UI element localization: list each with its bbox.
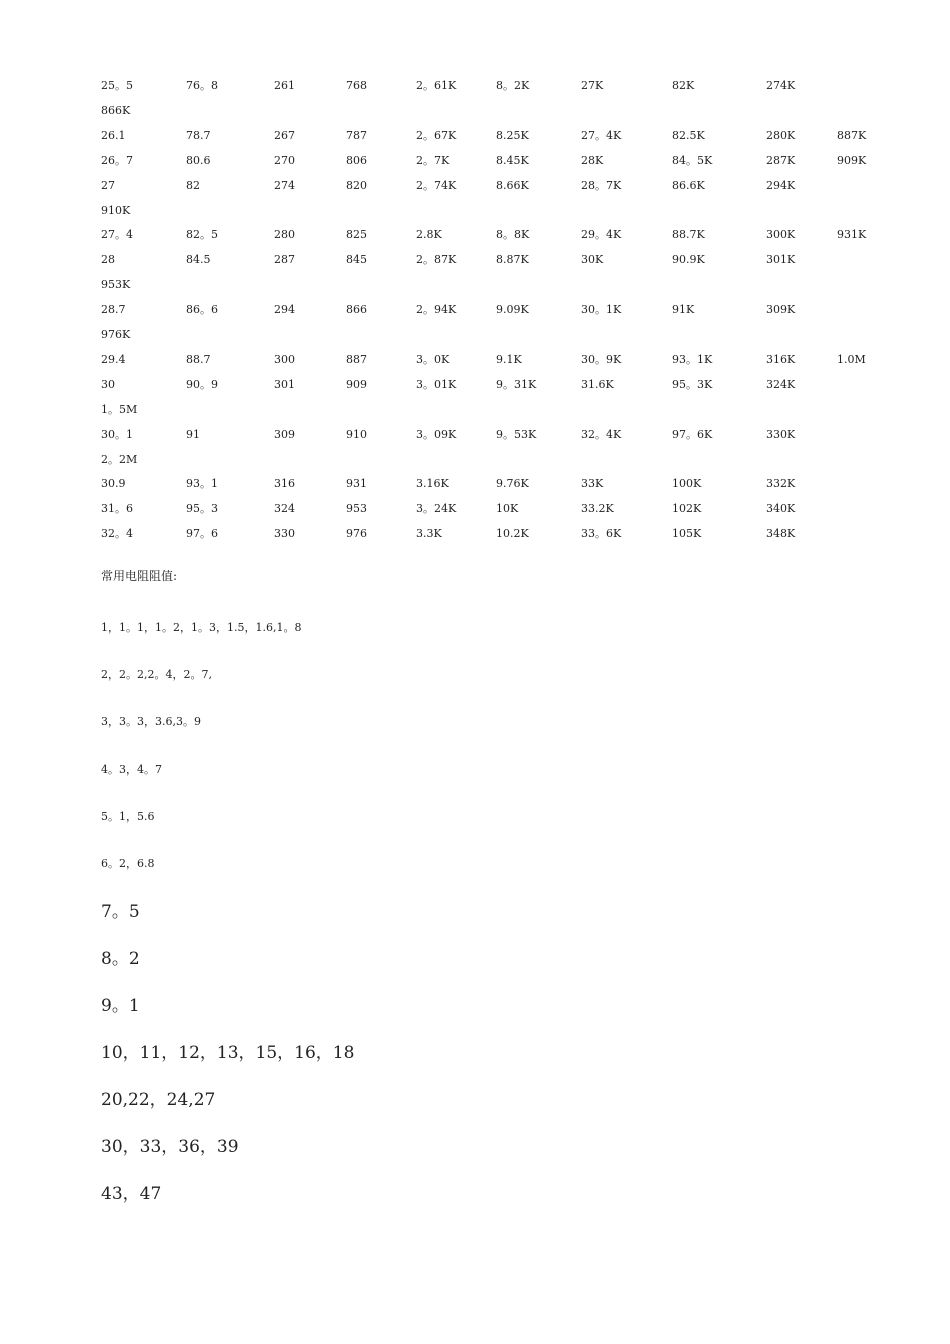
table-cell: 82 [186,178,200,192]
table-cell: 3。0K [416,352,450,366]
table-cell: 1。5M [101,402,138,416]
table-cell: 1.0M [837,352,866,366]
value-line: 3，3。3，3.6,3。9 [101,715,201,728]
value-line: 20,22，24,27 [101,1090,216,1110]
table-row [0,278,950,298]
table-cell: 309 [274,427,295,441]
table-cell: 330K [766,427,796,441]
table-cell: 887K [837,128,867,142]
value-line: 4。3，4。7 [101,763,162,776]
table-row [0,477,950,497]
value-line: 10，11，12，13，15，16，18 [101,1043,355,1063]
table-cell: 768 [346,79,367,92]
table-cell: 88.7 [186,352,211,366]
table-cell: 76。8 [186,79,218,92]
table-cell: 9.76K [496,477,529,491]
value-line: 1，1。1，1。2，1。3，1.5，1.6,1。8 [101,621,302,634]
table-cell: 280 [274,228,295,242]
table-cell: 3.16K [416,477,449,491]
table-cell: 953K [101,278,131,292]
table-cell: 30。9K [581,352,622,366]
table-cell: 270 [274,153,295,167]
table-cell: 2.8K [416,228,442,242]
table-row [0,253,950,273]
table-cell: 33。6K [581,527,622,541]
table-cell: 316K [766,352,796,366]
table-cell: 910 [346,427,367,441]
table-cell: 102K [672,502,702,516]
table-cell: 3。24K [416,502,457,516]
value-line: 43，47 [101,1184,162,1204]
table-cell: 2。61K [416,79,457,92]
table-cell: 10.2K [496,527,529,541]
table-cell: 309K [766,303,796,317]
table-cell: 28K [581,153,604,167]
table-cell: 95。3 [186,502,218,516]
table-cell: 33.2K [581,502,614,516]
table-cell: 267 [274,128,295,142]
table-cell: 29.4 [101,352,126,366]
value-line: 6。2，6.8 [101,857,155,870]
table-cell: 825 [346,228,367,242]
table-cell: 301 [274,377,295,391]
table-cell: 27。4 [101,228,133,242]
table-cell: 3。01K [416,377,457,391]
table-cell: 931 [346,477,367,491]
table-cell: 84.5 [186,253,211,267]
table-cell: 910K [101,203,131,217]
table-cell: 294 [274,303,295,317]
table-cell: 30.9 [101,477,126,491]
table-cell: 25。5 [101,79,133,92]
table-cell: 8.66K [496,178,529,192]
table-cell: 26。7 [101,153,133,167]
table-cell: 28。7K [581,178,622,192]
table-cell: 8。2K [496,79,530,92]
table-cell: 9.09K [496,303,529,317]
table-cell: 316 [274,477,295,491]
table-cell: 8.25K [496,128,529,142]
table-cell: 28.7 [101,303,126,317]
table-cell: 324 [274,502,295,516]
table-row [0,154,950,174]
table-cell: 340K [766,502,796,516]
table-cell: 845 [346,253,367,267]
table-cell: 105K [672,527,702,541]
table-cell: 97。6K [672,427,713,441]
value-line: 7。5 [101,902,140,922]
value-line: 30，33，36，39 [101,1137,239,1157]
table-cell: 9.1K [496,352,522,366]
table-cell: 332K [766,477,796,491]
table-cell: 90。9 [186,377,218,391]
table-row [0,328,950,348]
table-cell: 27。4K [581,128,622,142]
table-cell: 78.7 [186,128,211,142]
table-cell: 84。5K [672,153,713,167]
table-cell: 866K [101,103,131,117]
table-cell: 294K [766,178,796,192]
table-cell: 931K [837,228,867,242]
table-cell: 287K [766,153,796,167]
table-row [0,129,950,149]
table-cell: 9。53K [496,427,537,441]
table-cell: 100K [672,477,702,491]
table-cell: 33K [581,477,604,491]
table-cell: 301K [766,253,796,267]
table-cell: 909 [346,377,367,391]
table-cell: 10K [496,502,519,516]
table-cell: 2。2M [101,452,138,466]
table-cell: 2。74K [416,178,457,192]
table-cell: 300K [766,228,796,242]
table-cell: 3。09K [416,427,457,441]
table-cell: 348K [766,527,796,541]
value-line: 2，2。2,2。4，2。7, [101,668,212,681]
table-cell: 8.87K [496,253,529,267]
table-cell: 82。5 [186,228,218,242]
table-cell: 97。6 [186,527,218,541]
table-row [0,403,950,423]
table-cell: 86。6 [186,303,218,317]
table-cell: 29。4K [581,228,622,242]
table-row [0,228,950,248]
table-cell: 30。1 [101,427,133,441]
table-cell: 93。1 [186,477,218,491]
table-cell: 274K [766,79,796,92]
table-row [0,104,950,124]
table-cell: 86.6K [672,178,705,192]
value-line: 8。2 [101,949,140,969]
section-heading: 常用电阻阻值: [101,569,178,583]
table-row [0,428,950,448]
table-row [0,353,950,373]
table-cell: 976K [101,328,131,341]
table-cell: 27 [101,178,115,192]
value-line: 9。1 [101,996,140,1016]
table-cell: 8.45K [496,153,529,167]
table-cell: 2。87K [416,253,457,267]
table-row [0,502,950,522]
table-cell: 9。31K [496,377,537,391]
table-cell: 80.6 [186,153,211,167]
table-cell: 866 [346,303,367,317]
table-row [0,303,950,323]
value-line: 5。1，5.6 [101,810,155,823]
table-cell: 787 [346,128,367,142]
table-cell: 31。6 [101,502,133,516]
table-cell: 287 [274,253,295,267]
table-row [0,79,950,99]
table-cell: 274 [274,178,295,192]
table-cell: 280K [766,128,796,142]
table-cell: 3.3K [416,527,442,541]
table-cell: 2。7K [416,153,450,167]
table-row [0,179,950,199]
table-cell: 28 [101,253,115,267]
table-cell: 8。8K [496,228,530,242]
table-cell: 93。1K [672,352,713,366]
table-cell: 91 [186,427,200,441]
table-cell: 26.1 [101,128,126,142]
table-cell: 976 [346,527,367,541]
table-cell: 31.6K [581,377,614,391]
table-cell: 2。94K [416,303,457,317]
table-cell: 27K [581,79,604,92]
table-cell: 95。3K [672,377,713,391]
table-row [0,204,950,224]
table-cell: 82K [672,79,695,92]
table-cell: 88.7K [672,228,705,242]
table-cell: 300 [274,352,295,366]
table-cell: 90.9K [672,253,705,267]
table-cell: 2。67K [416,128,457,142]
table-cell: 953 [346,502,367,516]
table-row [0,378,950,398]
table-cell: 806 [346,153,367,167]
table-cell: 30。1K [581,303,622,317]
table-cell: 30 [101,377,115,391]
table-cell: 82.5K [672,128,705,142]
table-cell: 324K [766,377,796,391]
table-cell: 32。4 [101,527,133,541]
table-row [0,453,950,473]
table-cell: 909K [837,153,867,167]
table-cell: 820 [346,178,367,192]
table-cell: 887 [346,352,367,366]
table-cell: 91K [672,303,695,317]
table-cell: 261 [274,79,295,92]
table-row [0,527,950,547]
table-cell: 32。4K [581,427,622,441]
table-cell: 30K [581,253,604,267]
table-cell: 330 [274,527,295,541]
